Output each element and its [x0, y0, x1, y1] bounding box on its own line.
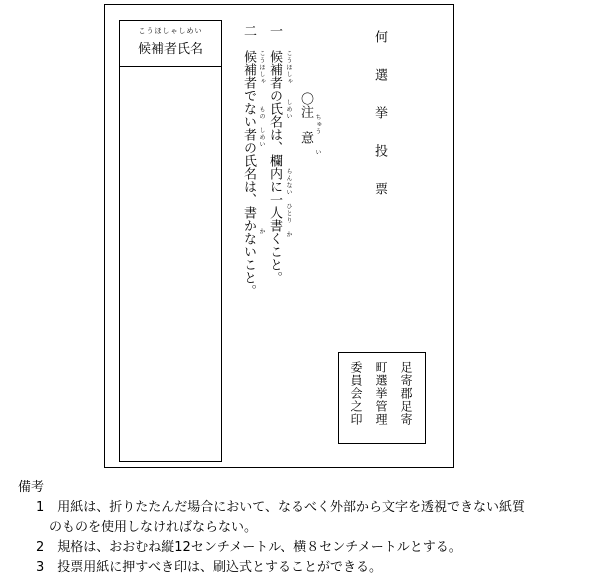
stamp-column-1: 足寄郡足寄: [399, 361, 413, 426]
remarks-item: 2 規格は、おおむね縦12センチメートル、横８センチメートルとする。: [36, 540, 462, 555]
candidate-name-column: [119, 20, 222, 462]
candidate-name-label: 候補者氏名: [137, 42, 203, 57]
remarks-item: 1 用紙は、折りたたんだ場合において、なるべく外部から文字を透視できない紙質: [36, 500, 526, 515]
notice-item1-number: 一: [267, 24, 282, 37]
remarks-item: のものを使用しなければならない。: [36, 520, 258, 535]
remarks-heading: 備考: [18, 480, 45, 495]
ballot-title: 何選挙投票: [372, 30, 387, 220]
remarks-section: [18, 478, 525, 578]
notice-item2-number: 二: [241, 24, 256, 37]
stamp-column-2: 町選挙管理: [374, 361, 388, 426]
stamp-column-3: 委員会之印: [349, 361, 363, 426]
notice-item2-text: 候補者でない者の氏名は、書かないこと。: [241, 50, 256, 297]
remarks-item: 3 投票用紙に押すべき印は、刷込式とすることができる。: [36, 560, 383, 575]
notice-heading-ruby: ちゅう い: [314, 114, 321, 156]
notice-heading: 〇注 意: [298, 92, 313, 144]
election-committee-stamp: [338, 352, 426, 444]
notice-item1-ruby-a: こうほしゃ しめい: [285, 50, 292, 120]
notice-item2-ruby-b: か: [258, 228, 265, 235]
candidate-name-ruby: こうほしゃしめい: [138, 27, 203, 35]
notice-item2-ruby-a: こうほしゃ もの しめい: [258, 50, 265, 148]
candidate-name-header: [120, 21, 221, 67]
notice-item1-ruby-b: らんない ひとり か: [285, 168, 292, 238]
notice-item1-text: 候補者の氏名は、欄内に一人書くこと。: [267, 50, 282, 284]
